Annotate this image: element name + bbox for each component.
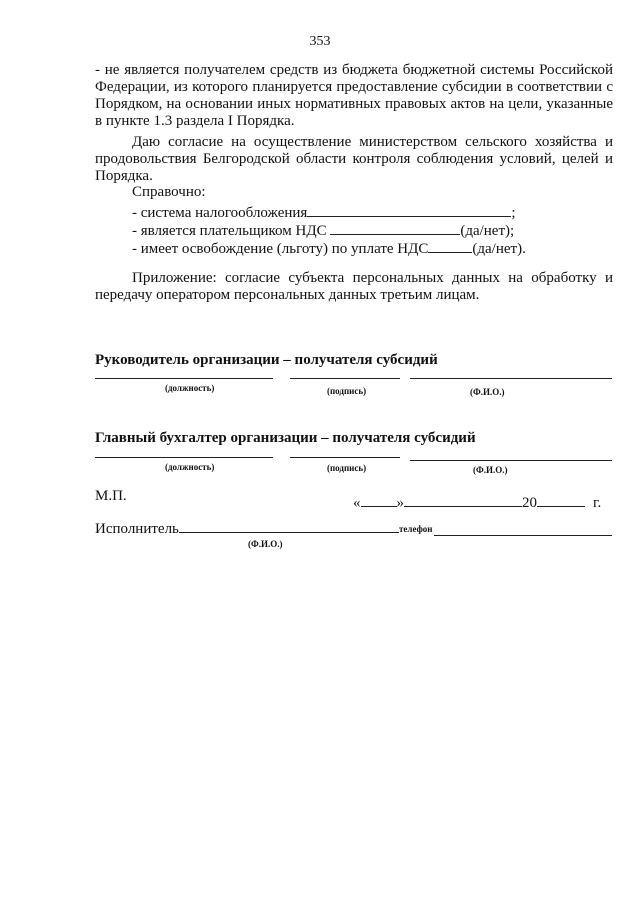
vat-payer-blank[interactable] — [330, 220, 460, 235]
date-close-quote: » — [396, 495, 404, 511]
executor-name-blank[interactable] — [179, 518, 399, 533]
vat-exempt-blank[interactable] — [428, 238, 472, 253]
tax-system-end: ; — [511, 205, 516, 221]
seal-label: М.П. — [95, 488, 127, 504]
head-signature-caption: (подпись) — [327, 386, 367, 396]
executor-name-caption: (Ф.И.О.) — [248, 539, 283, 549]
date-month-blank[interactable] — [404, 492, 522, 507]
vat-exempt-label: - имеет освобождение (льготу) по уплате НДС — [132, 241, 429, 257]
paragraph-attachment: Приложение: согласие субъекта персональных данных на обработку и передачу оператором персональных данных третьим лицам. — [95, 270, 613, 303]
vat-payer-line — [132, 220, 514, 240]
executor-line — [95, 518, 399, 538]
accountant-signature-title: Главный бухгалтер организации – получателя субсидий — [95, 430, 476, 446]
executor-phone-line[interactable] — [434, 535, 612, 536]
executor-phone-label: телефон — [399, 524, 433, 534]
head-name-line[interactable] — [410, 378, 612, 379]
date-year-suffix: г. — [593, 495, 602, 511]
date-year-blank[interactable] — [537, 492, 585, 507]
page-number: 353 — [309, 34, 331, 49]
accountant-signature-caption: (подпись) — [327, 463, 367, 473]
executor-label: Исполнитель — [95, 521, 179, 537]
paragraph-not-recipient: - не является получателем средств из бюджета бюджетной системы Российской Федерации, из которого планируется предоставление субсидии в соответствии с Порядком, на основании иных нормативных правовых актов на цели, указанные в пункте 1.3 раздела I Порядка. — [95, 62, 613, 129]
vat-exempt-end: (да/нет). — [472, 241, 526, 257]
reference-heading: Справочно: — [132, 184, 206, 200]
tax-system-blank[interactable] — [307, 202, 511, 217]
vat-exempt-line — [132, 238, 526, 258]
head-signature-line[interactable] — [290, 378, 400, 379]
accountant-name-caption: (Ф.И.О.) — [473, 465, 508, 475]
accountant-signature-line[interactable] — [290, 457, 400, 458]
accountant-position-caption: (должность) — [165, 462, 215, 472]
head-position-line[interactable] — [95, 378, 273, 379]
vat-payer-label: - является плательщиком НДС — [132, 223, 327, 239]
date-year-prefix: 20 — [522, 495, 537, 511]
accountant-position-line[interactable] — [95, 457, 273, 458]
paragraph-consent: Даю согласие на осуществление министерством сельского хозяйства и продовольствия Белгородской области контроля соблюдения условий, целей и Порядка. — [95, 134, 613, 184]
head-position-caption: (должность) — [165, 383, 215, 393]
head-name-caption: (Ф.И.О.) — [470, 387, 505, 397]
date-line — [353, 492, 601, 512]
date-open-quote: « — [353, 495, 361, 511]
vat-payer-end: (да/нет); — [460, 223, 515, 239]
tax-system-label: - система налогообложения — [132, 205, 308, 221]
date-day-blank[interactable] — [361, 492, 397, 507]
accountant-name-line[interactable] — [410, 460, 612, 461]
head-signature-title: Руководитель организации – получателя субсидий — [95, 352, 438, 368]
tax-system-line — [132, 202, 516, 222]
